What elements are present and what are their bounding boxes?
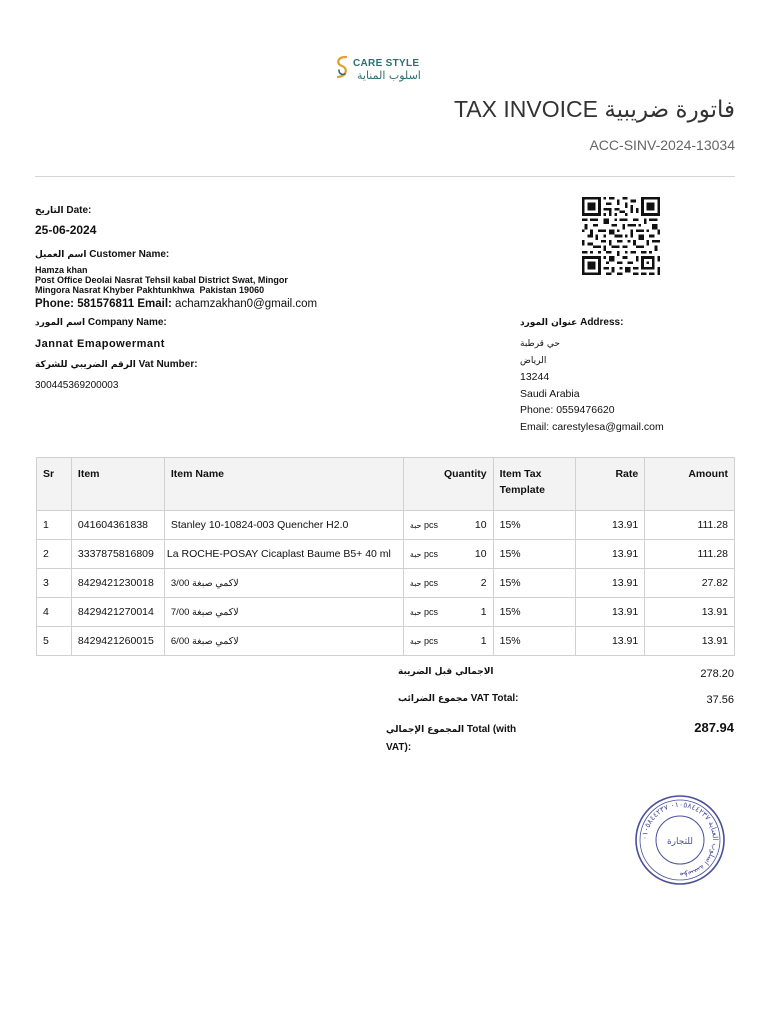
supplier-address bbox=[520, 336, 664, 435]
row-tax: 15% bbox=[493, 569, 576, 598]
customer-name: Hamza khan bbox=[35, 265, 88, 275]
customer-label-ar: اسم العميل bbox=[35, 250, 87, 260]
table-row bbox=[37, 627, 735, 656]
row-qty: 10 bbox=[474, 548, 487, 560]
row-uom: pcs bbox=[424, 578, 439, 588]
date-label-en: Date: bbox=[66, 205, 92, 216]
net-total-value: 278.20 bbox=[700, 668, 734, 680]
items-table bbox=[36, 457, 735, 656]
customer-phone: 581576811 bbox=[77, 298, 135, 310]
table-row bbox=[37, 569, 735, 598]
qr-code bbox=[582, 196, 660, 276]
row-tax: 15% bbox=[493, 627, 576, 656]
row-uom: pcs bbox=[424, 520, 439, 530]
row-uom-ar: حبة bbox=[409, 550, 422, 559]
col-sr: Sr bbox=[37, 458, 72, 511]
invoice-number: ACC-SINV-2024-13034 bbox=[589, 137, 735, 153]
customer-address: Post Office Deolai Nasrat Tehsil kabal District Swat, Mingor Mingora Nasrat Khyber Pakhtunkhwa Pakistan 19060 bbox=[35, 275, 288, 295]
row-rate: 13.91 bbox=[576, 598, 645, 627]
row-amount: 13.91 bbox=[645, 598, 735, 627]
row-item-code: 8429421270014 bbox=[71, 598, 164, 627]
company-stamp bbox=[634, 794, 726, 886]
row-item-name: La ROCHE-POSAY Cicaplast Baume B5+ 40 ml bbox=[164, 540, 403, 569]
svg-text:مؤسسة اسلوب العناية ٠١٠٥٨٤٤٢٣٧: مؤسسة اسلوب العناية ٠١٠٥٨٤٤٢٣٧ ٠١٠٥٨٤٤٢٣٧ bbox=[639, 799, 721, 881]
date-label-ar: التاريخ bbox=[35, 206, 64, 216]
row-sr: 5 bbox=[37, 627, 72, 656]
date-value: 25-06-2024 bbox=[35, 223, 97, 237]
company-name: Jannat Emapowermant bbox=[35, 338, 165, 350]
row-amount: 27.82 bbox=[645, 569, 735, 598]
row-qty: 1 bbox=[480, 635, 487, 647]
row-quantity bbox=[403, 511, 493, 540]
row-item-code: 8429421230018 bbox=[71, 569, 164, 598]
row-quantity bbox=[403, 627, 493, 656]
row-qty: 1 bbox=[480, 606, 487, 618]
row-amount: 13.91 bbox=[645, 627, 735, 656]
customer-label-en: Customer Name: bbox=[89, 249, 170, 260]
row-amount: 111.28 bbox=[645, 540, 735, 569]
table-row bbox=[37, 598, 735, 627]
svg-text:للتجارة: للتجارة bbox=[666, 837, 694, 847]
row-qty: 10 bbox=[474, 519, 487, 531]
row-uom: pcs bbox=[424, 607, 439, 617]
row-item-name: 6/00 لاكمي صبغة bbox=[164, 627, 403, 656]
address-country: Saudi Arabia bbox=[520, 387, 580, 400]
logo-text-ar: اسلوب المناية bbox=[357, 69, 421, 82]
row-quantity bbox=[403, 569, 493, 598]
table-row bbox=[37, 511, 735, 540]
row-rate: 13.91 bbox=[576, 627, 645, 656]
logo-swirl-icon bbox=[333, 54, 351, 80]
vat-total-value: 37.56 bbox=[706, 694, 734, 706]
address-label bbox=[520, 317, 623, 328]
row-item-name: Stanley 10-10824-003 Quencher H2.0 bbox=[164, 511, 403, 540]
grand-total-label-en: Total (with VAT): bbox=[386, 724, 517, 753]
address-phone: Phone: 0559476620 bbox=[520, 404, 615, 416]
col-rate: Rate bbox=[576, 458, 645, 511]
document-title: TAX INVOICE فاتورة ضريبية bbox=[453, 96, 735, 122]
company-label-ar: اسم المورد bbox=[35, 318, 86, 328]
row-uom: pcs bbox=[424, 636, 439, 646]
customer-label bbox=[35, 249, 169, 260]
row-sr: 3 bbox=[37, 569, 72, 598]
logo-text-en: CARE STYLE bbox=[353, 58, 420, 69]
customer-contact bbox=[35, 298, 317, 310]
row-uom-ar: حبة bbox=[409, 579, 422, 588]
vat-label bbox=[35, 359, 198, 370]
row-item-name: 3/00 لاكمي صبغة bbox=[164, 569, 403, 598]
row-tax: 15% bbox=[493, 540, 576, 569]
row-item-code: 8429421260015 bbox=[71, 627, 164, 656]
vat-total-label-ar: مجموع الضرائب bbox=[398, 694, 468, 704]
address-label-en: Address: bbox=[580, 317, 624, 328]
row-rate: 13.91 bbox=[576, 540, 645, 569]
date-label bbox=[35, 205, 91, 216]
header-divider bbox=[35, 176, 735, 177]
company-label bbox=[35, 317, 167, 328]
company-logo bbox=[333, 52, 433, 84]
vat-total-label-en: VAT Total: bbox=[470, 693, 519, 704]
row-rate: 13.91 bbox=[576, 569, 645, 598]
address-city: الرياض bbox=[520, 355, 547, 366]
row-item-name: 7/00 لاكمي صبغة bbox=[164, 598, 403, 627]
row-sr: 4 bbox=[37, 598, 72, 627]
vat-label-ar: الرقم الضريبي للشركة bbox=[35, 360, 136, 370]
row-item-code: 3337875816809 bbox=[71, 540, 164, 569]
net-total-label bbox=[398, 666, 493, 677]
row-uom-ar: حبة bbox=[409, 608, 422, 617]
row-uom: pcs bbox=[424, 549, 439, 559]
grand-total-label bbox=[386, 721, 536, 757]
address-postal-code: 13244 bbox=[520, 371, 550, 383]
customer-email: achamzakhan0@gmail.com bbox=[175, 298, 318, 310]
net-total-label-ar: الاجمالي قبل الضريبة bbox=[398, 667, 494, 677]
address-email: Email: carestylesa@gmail.com bbox=[520, 420, 664, 433]
row-quantity bbox=[403, 598, 493, 627]
vat-number: 300445369200003 bbox=[35, 380, 119, 391]
table-header-row bbox=[37, 458, 735, 511]
customer-email-label: Email: bbox=[137, 298, 172, 310]
row-item-code: 041604361838 bbox=[71, 511, 164, 540]
row-qty: 2 bbox=[480, 577, 487, 589]
table-row bbox=[37, 540, 735, 569]
col-tax-template: Item Tax Template bbox=[493, 458, 576, 511]
vat-total-label bbox=[398, 693, 519, 704]
row-uom-ar: حبة bbox=[409, 521, 422, 530]
row-tax: 15% bbox=[493, 598, 576, 627]
row-tax: 15% bbox=[493, 511, 576, 540]
address-district: حي قرطبة bbox=[520, 339, 560, 349]
customer-phone-label: Phone: bbox=[35, 298, 74, 310]
col-amount: Amount bbox=[645, 458, 735, 511]
address-label-ar: عنوان المورد bbox=[520, 318, 578, 328]
company-label-en: Company Name: bbox=[87, 317, 167, 328]
col-item: Item bbox=[71, 458, 164, 511]
row-sr: 2 bbox=[37, 540, 72, 569]
grand-total-label-ar: المجموع الإجمالي bbox=[386, 725, 465, 735]
col-quantity: Quantity bbox=[403, 458, 493, 511]
vat-label-en: Vat Number: bbox=[138, 359, 198, 370]
row-rate: 13.91 bbox=[576, 511, 645, 540]
row-sr: 1 bbox=[37, 511, 72, 540]
row-amount: 111.28 bbox=[645, 511, 735, 540]
row-quantity bbox=[403, 540, 493, 569]
col-item-name: Item Name bbox=[164, 458, 403, 511]
row-uom-ar: حبة bbox=[409, 637, 422, 646]
grand-total-value: 287.94 bbox=[694, 720, 734, 735]
